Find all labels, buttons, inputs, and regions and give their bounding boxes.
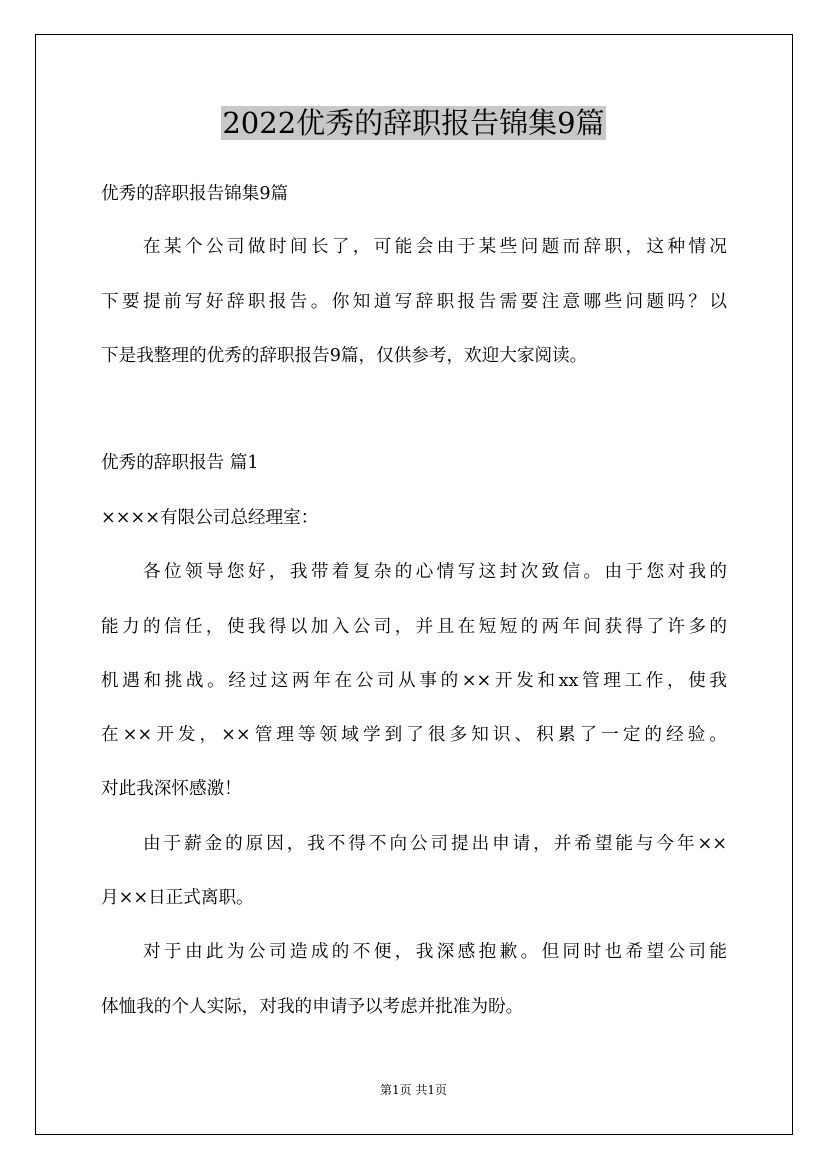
intro-line-2: 下要提前写好辞职报告。你知道写辞职报告需要注意哪些问题吗？以 (101, 292, 727, 312)
para1-line-4: 在××开发，××管理等领域学到了很多知识、积累了一定的经验。 (101, 725, 727, 745)
para3-line-2: 体恤我的个人实际，对我的申请予以考虑并批准为盼。 (101, 997, 524, 1017)
document-title (0, 105, 827, 141)
para2-line-2: 月××日正式离职。 (101, 888, 254, 908)
document-title-text: 2022优秀的辞职报告锦集9篇 (222, 106, 605, 140)
intro-line-3: 下是我整理的优秀的辞职报告9篇，仅供参考，欢迎大家阅读。 (101, 346, 588, 366)
subtitle: 优秀的辞职报告锦集9篇 (101, 184, 289, 204)
para1-line-1: 各位领导您好，我带着复杂的心情写这封次致信。由于您对我的 (143, 562, 727, 582)
para2-line-1: 由于薪金的原因，我不得不向公司提出申请，并希望能与今年×× (143, 834, 727, 854)
para1-line-5: 对此我深怀感激！ (101, 779, 242, 799)
para3-line-1: 对于由此为公司造成的不便，我深感抱歉。但同时也希望公司能 (143, 942, 727, 962)
section-heading: 优秀的辞职报告 篇1 (101, 453, 259, 473)
para1-line-3: 机遇和挑战。经过这两年在公司从事的××开发和xx管理工作，使我 (101, 671, 727, 691)
intro-line-1: 在某个公司做时间长了，可能会由于某些问题而辞职，这种情况 (143, 237, 727, 257)
salutation: ××××有限公司总经理室： (101, 508, 319, 528)
page-footer: 第1页 共1页 (379, 1083, 448, 1097)
para1-line-2: 能力的信任，使我得以加入公司，并且在短短的两年间获得了许多的 (101, 617, 727, 637)
